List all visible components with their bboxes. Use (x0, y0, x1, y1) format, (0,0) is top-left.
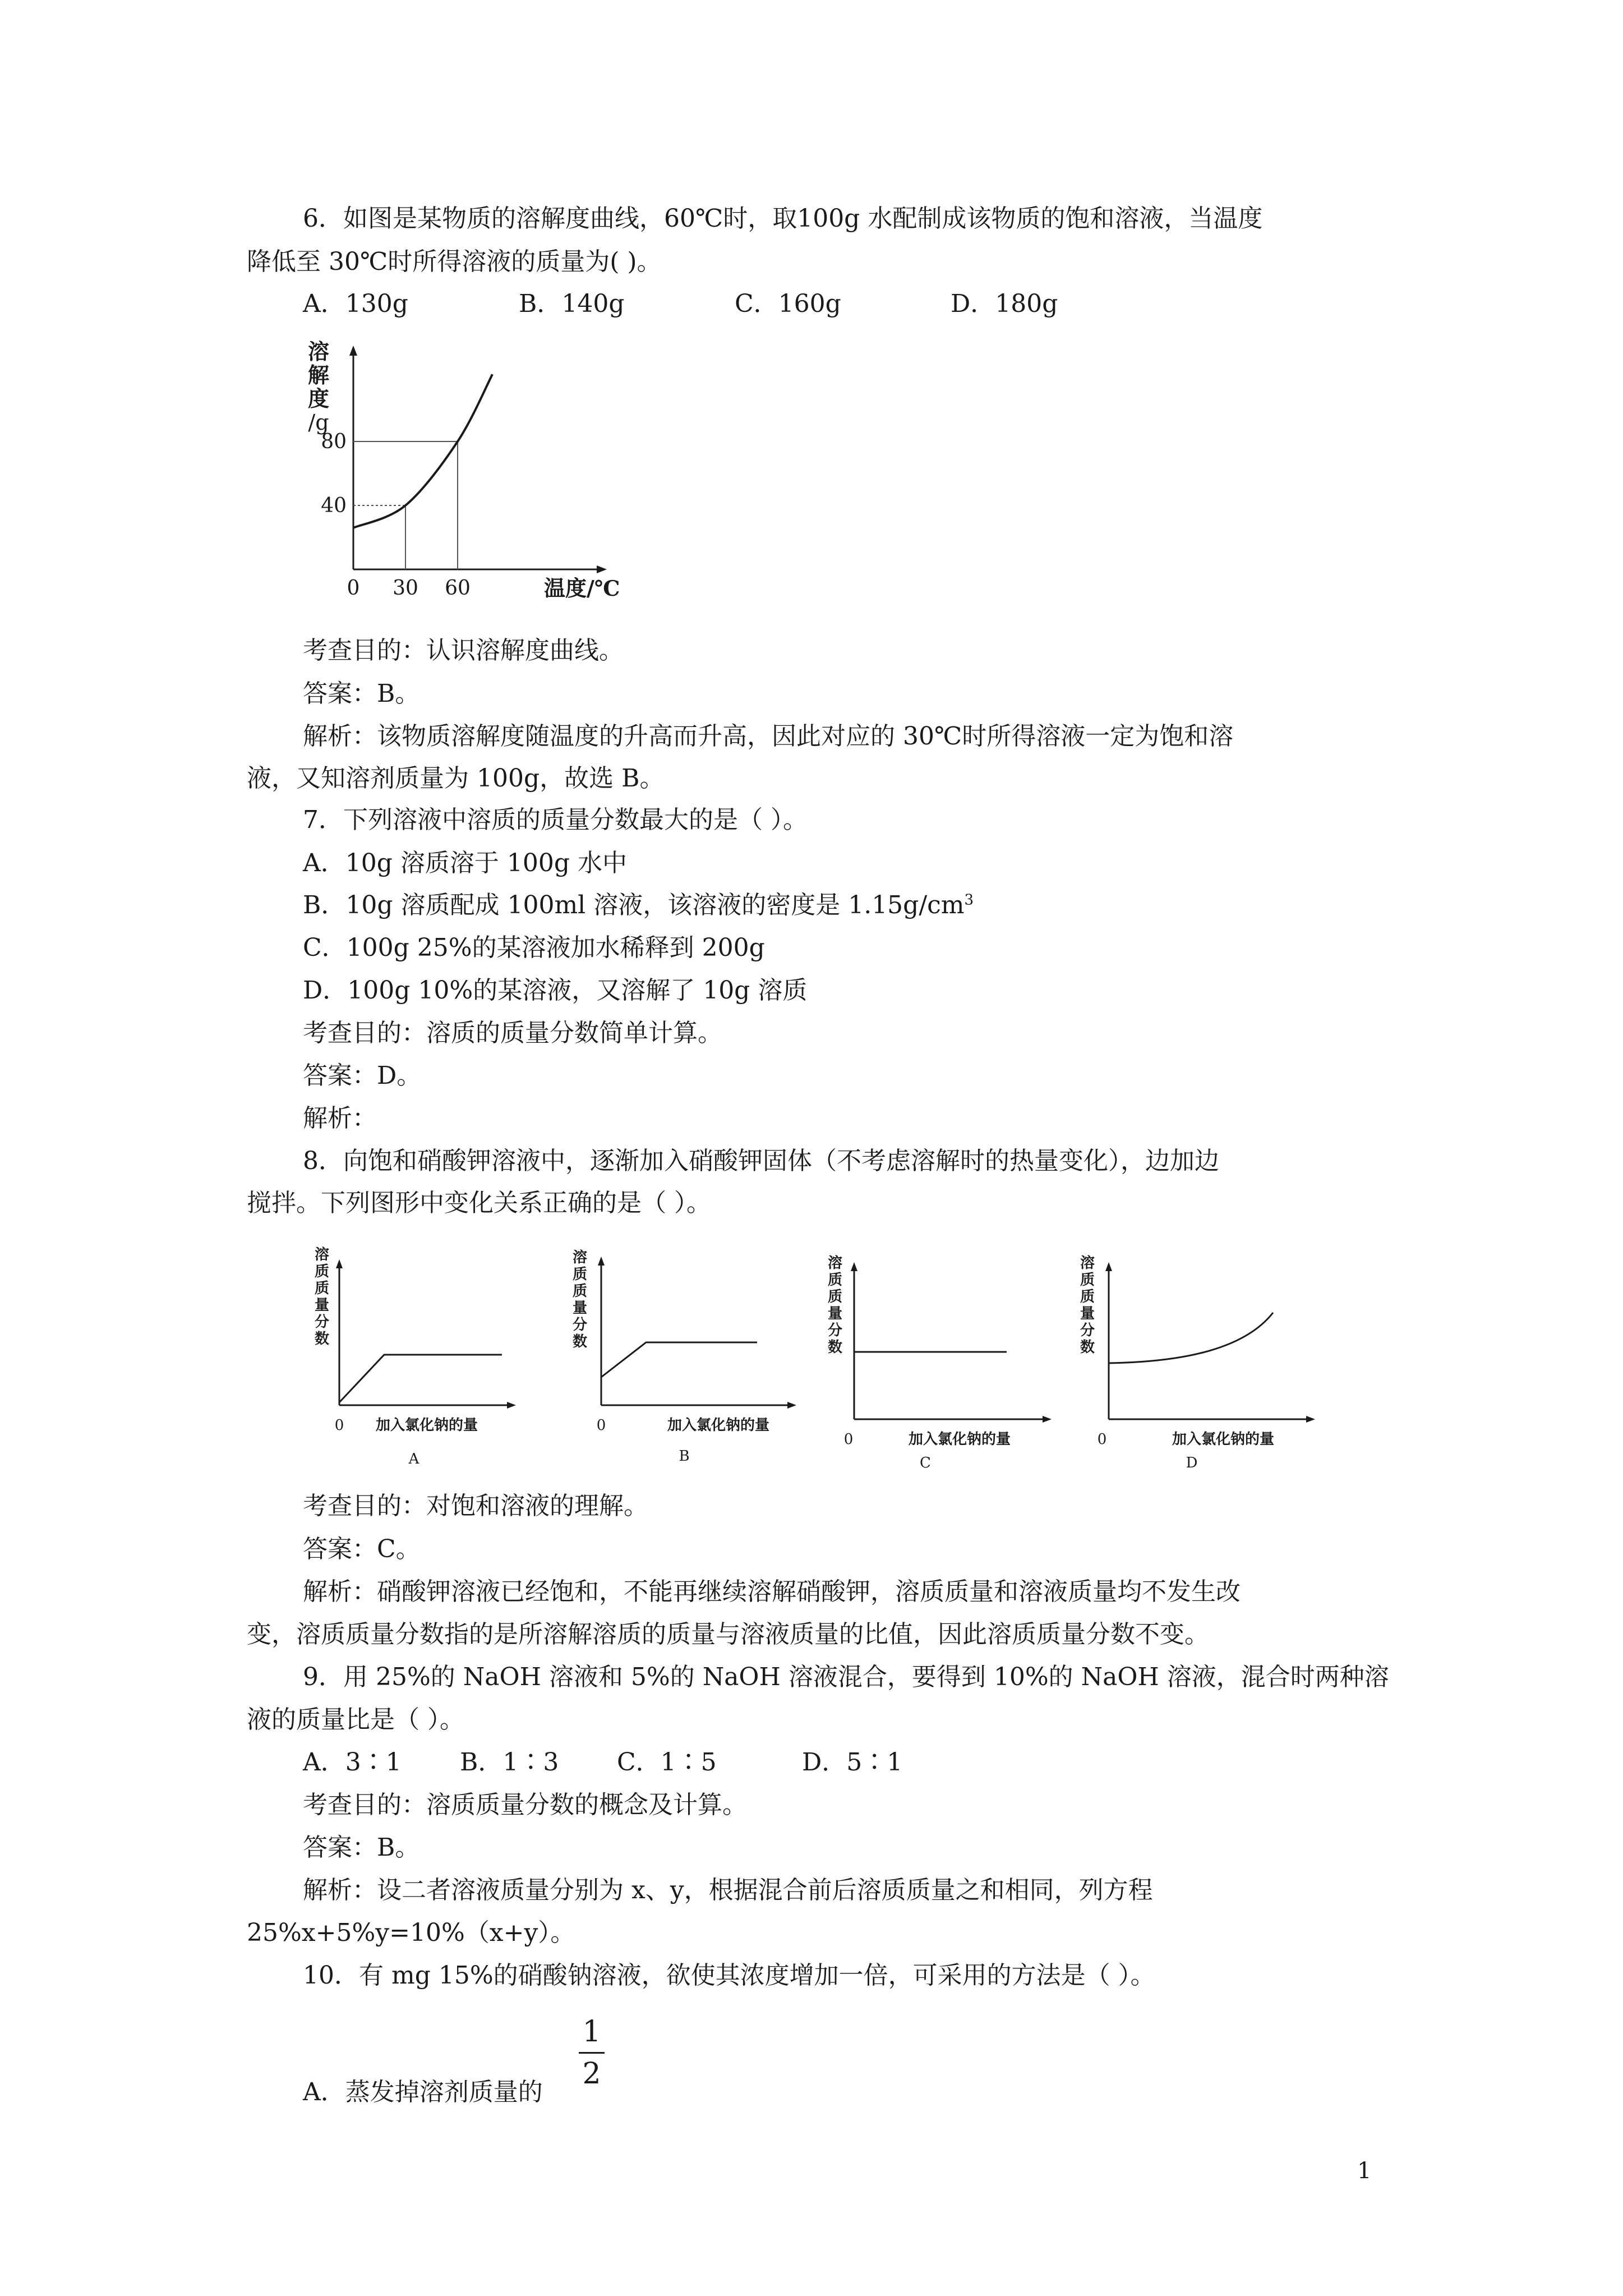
x-axis-arrow (507, 1402, 516, 1409)
q7-option-d: D．100g 10%的某溶液，又溶解了 10g 溶质 (303, 976, 808, 1005)
q8-chart-d (1074, 1251, 1332, 1487)
q6-option-a: A．130g (303, 289, 408, 318)
x-axis-arrow (787, 1402, 796, 1409)
q9-option-b: B．1∶3 (460, 1748, 559, 1777)
q6-option-c: C．160g (735, 289, 841, 318)
q8-answer: 答案：C。 (303, 1535, 421, 1563)
q8-purpose: 考查目的：对饱和溶液的理解。 (303, 1492, 648, 1520)
origin-label: 0 (334, 1417, 344, 1434)
y-label-char: 质 (314, 1280, 330, 1297)
y-label-char: 度 (307, 386, 330, 411)
y-label-char: 质 (314, 1263, 330, 1280)
y-label-char: 分 (314, 1314, 330, 1331)
q7-purpose: 考查目的：溶质的质量分数简单计算。 (303, 1019, 722, 1047)
chart-letter: C (920, 1455, 931, 1471)
y-label-char: 数 (1080, 1339, 1095, 1356)
y-label-char: 量 (827, 1305, 843, 1322)
y-label-char: 质 (1080, 1272, 1095, 1289)
y-label-char: 分 (827, 1322, 843, 1339)
y-axis-arrow (598, 1257, 605, 1266)
y-label-char: 质 (572, 1283, 588, 1300)
x-axis-arrow (1043, 1416, 1052, 1423)
x-axis-arrow (597, 565, 607, 573)
series-line (339, 1355, 502, 1402)
q8-chart-b (566, 1240, 813, 1475)
q6-answer: 答案：B。 (303, 679, 420, 708)
y-axis-arrow (336, 1259, 343, 1268)
x-axis-label: 温度/℃ (544, 576, 620, 601)
q9-analysis-line1: 解析：设二者溶液质量分别为 x、y，根据混合前后溶质质量之和相同，列方程 (303, 1876, 1153, 1904)
q7-answer: 答案：D。 (303, 1061, 422, 1090)
solubility-chart (303, 337, 639, 617)
x-tick-30: 30 (393, 577, 418, 600)
q8-analysis-line2: 变，溶质质量分数指的是所溶解溶质的质量与溶液质量的比值，因此溶质质量分数不变。 (247, 1620, 1209, 1649)
y-label-char: 量 (1080, 1305, 1095, 1322)
q10-option-a: A．蒸发掉溶剂质量的 (303, 2078, 543, 2106)
q8-analysis-line1: 解析：硝酸钾溶液已经饱和，不能再继续溶解硝酸钾，溶质质量和溶液质量均不发生改 (303, 1577, 1241, 1606)
y-label-char: 分 (572, 1317, 588, 1333)
y-axis-arrow (349, 346, 357, 356)
q7-option-c: C．100g 25%的某溶液加水稀释到 200g (303, 933, 765, 962)
y-label-char: 溶 (307, 339, 330, 364)
series-curve (1109, 1313, 1273, 1363)
page-number: 1 (1357, 2158, 1372, 2184)
q6-options (303, 287, 1058, 321)
y-label-char: 溶 (314, 1246, 330, 1263)
y-label-char: 质 (827, 1289, 843, 1305)
x-axis-label: 加入氯化钠的量 (1172, 1431, 1275, 1448)
y-label-char: 质 (572, 1266, 588, 1283)
q9-stem-line2: 液的质量比是（ ）。 (247, 1705, 464, 1734)
q9-analysis-line2: 25%x+5%y=10%（x+y）。 (247, 1918, 575, 1947)
y-label-char: 数 (572, 1333, 588, 1350)
y-label-char: 质 (1080, 1289, 1095, 1305)
q8-stem-line2: 搅拌。下列图形中变化关系正确的是（ ）。 (247, 1189, 711, 1217)
q6-option-d: D．180g (951, 289, 1058, 318)
x-tick-0: 0 (347, 577, 360, 600)
solubility-y-label (308, 339, 329, 435)
q9-options (303, 1746, 902, 1779)
solubility-curve (353, 374, 492, 528)
chart-letter: B (679, 1448, 690, 1465)
q7-option-b-superscript: 3 (964, 891, 974, 909)
y-label-char: 数 (827, 1339, 843, 1356)
y-tick-80: 80 (321, 430, 347, 453)
q6-option-b: B．140g (519, 289, 625, 318)
y-label-char: 溶 (572, 1249, 588, 1266)
series-line (601, 1342, 757, 1377)
origin-label: 0 (1097, 1431, 1107, 1448)
y-label-char: 量 (314, 1297, 330, 1314)
q6-analysis-line2: 液，又知溶剂质量为 100g，故选 B。 (247, 764, 665, 793)
y-label-char: 数 (314, 1331, 330, 1347)
y-label-char: 解 (307, 362, 330, 388)
y-label-char: 量 (572, 1300, 588, 1317)
q7-option-b-text: B．10g 溶质配成 100ml 溶液，该溶液的密度是 1.15g/cm (303, 891, 965, 919)
q9-purpose: 考查目的：溶质质量分数的概念及计算。 (303, 1791, 747, 1819)
origin-label: 0 (843, 1431, 854, 1448)
y-label-char: 质 (827, 1272, 843, 1289)
y-axis-arrow (851, 1262, 857, 1271)
q7-option-a: A．10g 溶质溶于 100g 水中 (303, 849, 628, 877)
x-axis-label: 加入氯化钠的量 (667, 1417, 770, 1434)
x-axis-label: 加入氯化钠的量 (909, 1431, 1011, 1448)
q7-stem: 7．下列溶液中溶质的质量分数最大的是（ ）。 (303, 806, 808, 834)
q9-answer: 答案：B。 (303, 1833, 420, 1862)
q9-stem-line1: 9．用 25%的 NaOH 溶液和 5%的 NaOH 溶液混合，要得到 10%的 NaOH 溶液，混合时两种溶 (303, 1663, 1389, 1691)
x-axis-label: 加入氯化钠的量 (376, 1417, 478, 1434)
fraction-numerator: 1 (582, 2015, 601, 2049)
y-tick-40: 40 (321, 494, 347, 517)
q8-chart-c (822, 1251, 1068, 1487)
fraction-denominator: 2 (582, 2057, 601, 2091)
origin-label: 0 (596, 1417, 606, 1434)
q6-stem-line2: 降低至 30℃时所得溶液的质量为( )。 (247, 247, 662, 276)
q6-stem-line1: 6．如图是某物质的溶解度曲线，60℃时，取100g 水配制成该物质的饱和溶液，当温度 (303, 204, 1263, 233)
y-label-char: 溶 (1080, 1255, 1095, 1272)
q9-option-c: C．1∶5 (617, 1748, 717, 1777)
q8-stem-line1: 8．向饱和硝酸钾溶液中，逐渐加入硝酸钾固体（不考虑溶解时的热量变化），边加边 (303, 1147, 1219, 1175)
x-axis-arrow (1306, 1416, 1315, 1423)
q6-analysis-line1: 解析：该物质溶解度随温度的升高而升高，因此对应的 30℃时所得溶液一定为饱和溶 (303, 722, 1234, 751)
y-label-char: 分 (1080, 1322, 1095, 1339)
q10-fraction (578, 2014, 606, 2092)
q6-purpose: 考查目的：认识溶解度曲线。 (303, 636, 624, 665)
y-label-char: /g (308, 410, 329, 435)
y-label-char: 溶 (827, 1255, 843, 1272)
fraction-bar (579, 2052, 605, 2054)
chart-letter: A (408, 1451, 419, 1467)
q8-chart-a (308, 1243, 533, 1478)
q10-stem: 10．有 mg 15%的硝酸钠溶液，欲使其浓度增加一倍，可采用的方法是（ ）。 (303, 1961, 1155, 1990)
chart-letter: D (1186, 1455, 1198, 1471)
q9-option-a: A．3∶1 (303, 1748, 402, 1777)
q9-option-d: D．5∶1 (802, 1748, 903, 1777)
q7-analysis: 解析： (303, 1104, 377, 1133)
y-axis-arrow (1105, 1262, 1112, 1271)
q7-option-b (303, 889, 974, 922)
x-tick-60: 60 (445, 577, 471, 600)
